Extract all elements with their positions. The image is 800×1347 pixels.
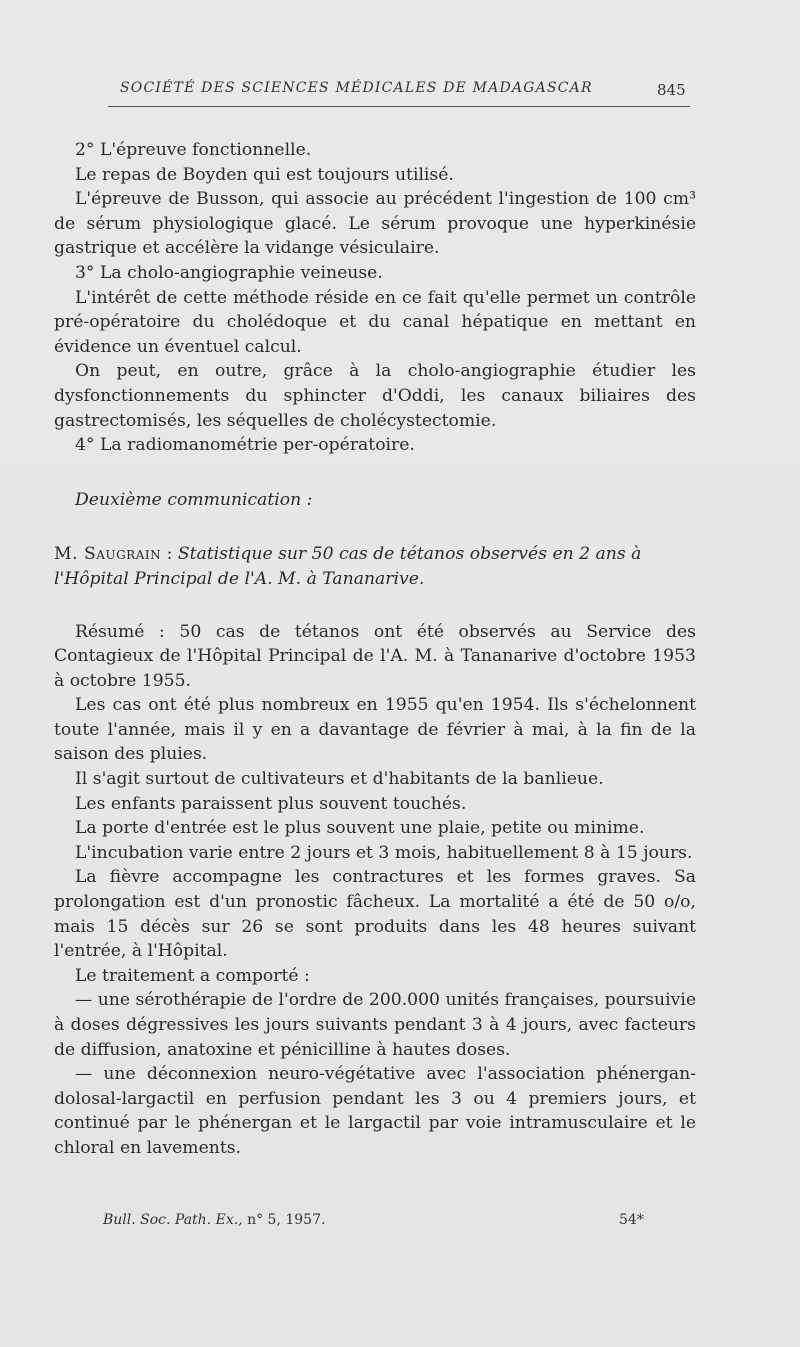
paragraph: Résumé : 50 cas de tétanos ont été observés au Service des Contagieux de l'Hôpital Principal de l'A. M. à Tananarive d'octobre 1953 à octobre 1955.	[54, 621, 696, 691]
paragraph: La fièvre accompagne les contractures et les formes graves. Sa prolongation est d'un pronostic fâcheux. La mortalité a été de 50 o/o, mais 15 décès sur 26 se sont produits dans les 48 heures suivant l'entrée, à l'Hôpital.	[54, 867, 696, 962]
header-rule	[108, 106, 690, 107]
section-heading: Deuxième communication :	[75, 489, 313, 510]
footer	[103, 1212, 683, 1228]
paragraph: Il s'agit surtout de cultivateurs et d'habitants de la banlieue.	[75, 769, 604, 790]
paragraph: Les enfants paraissent plus souvent touchés.	[75, 793, 467, 814]
paragraph: Le repas de Boyden qui est toujours utilisé.	[75, 164, 454, 185]
communication-author: M. Saugrain	[54, 544, 162, 565]
footer-signature: 54*	[619, 1212, 644, 1228]
paragraph: On peut, en outre, grâce à la cholo-angiographie étudier les dysfonctionnements du sphincter d'Oddi, les canaux biliaires des gastrectomisés, les séquelles de cholécystectomie.	[54, 361, 696, 431]
running-head: SOCIÉTÉ DES SCIENCES MÉDICALES DE MADAGASCAR	[120, 80, 593, 96]
paragraph: — une déconnexion neuro-végétative avec l'association phénergan-dolosal-largactil en perfusion pendant les 3 ou 4 premiers jours, et continué par le phénergan et le largactil par voie intramusculaire et le chloral en lavements.	[54, 1064, 696, 1158]
paragraph: 4° La radiomanométrie per-opératoire.	[75, 435, 415, 456]
paragraph: Les cas ont été plus nombreux en 1955 qu'en 1954. Ils s'échelonnent toute l'année, mais il y en a davantage de février à mai, à la fin de la saison des pluies.	[54, 695, 696, 765]
paragraph: La porte d'entrée est le plus souvent une plaie, petite ou minime.	[75, 818, 645, 839]
body-text	[54, 138, 696, 1161]
paragraph: 2° L'épreuve fonctionnelle.	[75, 140, 312, 160]
paragraph: — une sérothérapie de l'ordre de 200.000 unités françaises, poursuivie à doses dégressives les jours suivants pendant 3 à 4 jours, avec facteurs de diffusion, anatoxine et pénicilline à hautes doses.	[54, 990, 696, 1060]
footer-journal: Bull. Soc. Path. Ex.,	[103, 1212, 243, 1228]
paragraph: L'épreuve de Busson, qui associe au précédent l'ingestion de 100 cm³ de sérum physiologique glacé. Le sérum provoque une hyperkinésie gastrique et accélère la vidange vésiculaire.	[54, 189, 696, 259]
communication-title-text: Statistique sur 50 cas de tétanos observés en 2 ans à l'Hôpital Principal de l'A. M. à Tananarive.	[54, 544, 642, 589]
paragraph: L'intérêt de cette méthode réside en ce fait qu'elle permet un contrôle pré-opératoire du cholédoque et du canal hépatique en mettant en évidence un éventuel calcul.	[54, 287, 696, 357]
communication-title	[54, 542, 696, 591]
footer-issue: n° 5, 1957.	[242, 1212, 326, 1228]
paragraph: Le traitement a comporté :	[75, 965, 310, 986]
paragraph: L'incubation varie entre 2 jours et 3 mois, habituellement 8 à 15 jours.	[75, 842, 693, 863]
page-number: 845	[657, 81, 686, 99]
paragraph: 3° La cholo-angiographie veineuse.	[75, 262, 383, 283]
title-separator: :	[161, 544, 178, 565]
